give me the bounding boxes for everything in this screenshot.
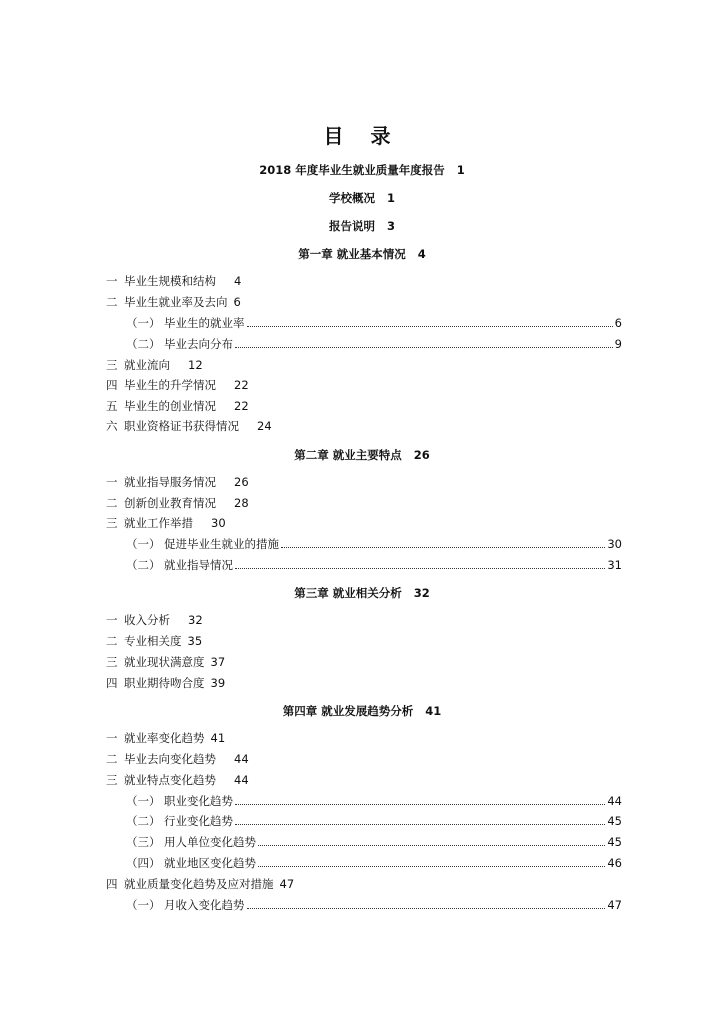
chapter-page: 26 (413, 448, 430, 462)
entry-marker: 一 (106, 731, 118, 745)
entry-title: 毕业去向变化趋势 (124, 752, 216, 766)
entry-title: 专业相关度 (124, 634, 182, 648)
entry-marker: （三） (126, 835, 161, 849)
toc-entry[interactable] (106, 377, 249, 393)
entry-page: 1 (456, 163, 465, 177)
entry-marker: 三 (106, 358, 118, 372)
toc-subentry[interactable] (126, 315, 622, 331)
entry-marker: 五 (106, 399, 118, 413)
toc-entry[interactable] (106, 357, 203, 373)
dot-leader (258, 866, 605, 867)
entry-title: 就业特点变化趋势 (124, 773, 216, 787)
chapter-title: 第三章 就业相关分析 (294, 586, 402, 600)
entry-page: 6 (614, 316, 622, 330)
entry-page: 45 (607, 814, 622, 828)
toc-subentry[interactable] (126, 793, 622, 809)
entry-page: 47 (607, 898, 622, 912)
entry-title: 2018 年度毕业生就业质量年度报告 (259, 163, 445, 177)
dot-leader (247, 908, 606, 909)
entry-marker: 三 (106, 655, 118, 669)
entry-marker: 二 (106, 752, 118, 766)
chapter-title: 第二章 就业主要特点 (294, 448, 402, 462)
entry-page: 22 (234, 378, 249, 392)
entry-title: 就业指导情况 (164, 558, 233, 572)
entry-page: 26 (234, 475, 249, 489)
toc-entry[interactable] (106, 654, 225, 670)
entry-title: 就业质量变化趋势及应对措施 (124, 877, 274, 891)
entry-page: 47 (279, 877, 295, 891)
chapter-page: 4 (417, 247, 426, 261)
entry-page: 31 (607, 558, 622, 572)
entry-title: 职业期待吻合度 (124, 676, 205, 690)
entry-page: 45 (607, 835, 622, 849)
toc-entry[interactable] (106, 515, 226, 531)
entry-page: 41 (210, 731, 226, 745)
chapter-3-heading[interactable] (0, 585, 724, 601)
dot-leader (235, 824, 605, 825)
chapter-1-heading[interactable] (0, 246, 724, 262)
toc-entry[interactable] (106, 294, 241, 310)
toc-subentry[interactable] (126, 557, 622, 573)
entry-title: 毕业生的升学情况 (124, 378, 216, 392)
toc-entry[interactable] (106, 633, 202, 649)
entry-title: 毕业生的就业率 (164, 316, 245, 330)
entry-title: 促进毕业生就业的措施 (164, 537, 279, 551)
entry-marker: 四 (106, 676, 118, 690)
entry-marker: 六 (106, 419, 118, 433)
entry-marker: （二） (126, 814, 161, 828)
entry-page: 24 (257, 419, 272, 433)
entry-marker: （二） (126, 337, 161, 351)
entry-page: 4 (234, 274, 242, 288)
entry-page: 6 (233, 295, 241, 309)
toc-title: 目 录 (323, 124, 401, 148)
entry-page: 28 (234, 496, 249, 510)
entry-page: 12 (188, 358, 203, 372)
toc-entry[interactable] (106, 730, 225, 746)
entry-title: 就业指导服务情况 (124, 475, 216, 489)
chapter-4-heading[interactable] (0, 703, 724, 719)
entry-page: 9 (614, 337, 622, 351)
entry-marker: （四） (126, 856, 161, 870)
toc-entry[interactable] (106, 418, 272, 434)
entry-marker: 三 (106, 516, 118, 530)
entry-title: 职业变化趋势 (164, 794, 233, 808)
chapter-2-heading[interactable] (0, 447, 724, 463)
entry-marker: （一） (126, 898, 161, 912)
entry-page: 22 (234, 399, 249, 413)
toc-entry[interactable] (106, 273, 241, 289)
toc-entry[interactable] (106, 876, 294, 892)
entry-page: 46 (607, 856, 622, 870)
entry-marker: 二 (106, 496, 118, 510)
entry-marker: 四 (106, 877, 118, 891)
toc-subentry[interactable] (126, 897, 622, 913)
entry-marker: 三 (106, 773, 118, 787)
entry-title: 就业地区变化趋势 (164, 856, 256, 870)
entry-title: 用人单位变化趋势 (164, 835, 256, 849)
dot-leader (281, 547, 605, 548)
entry-title: 创新创业教育情况 (124, 496, 216, 510)
dot-leader (235, 347, 613, 348)
entry-page: 35 (187, 634, 203, 648)
chapter-page: 32 (413, 586, 430, 600)
entry-marker: （二） (126, 558, 161, 572)
entry-marker: 一 (106, 613, 118, 627)
toc-entry[interactable] (106, 398, 249, 414)
entry-page: 30 (211, 516, 226, 530)
toc-subentry[interactable] (126, 834, 622, 850)
entry-page: 30 (607, 537, 622, 551)
entry-page: 39 (210, 676, 226, 690)
entry-title: 毕业生的创业情况 (124, 399, 216, 413)
entry-title: 就业工作举措 (124, 516, 193, 530)
toc-entry[interactable] (106, 675, 225, 691)
front-entry-school[interactable] (0, 190, 724, 206)
entry-marker: 四 (106, 378, 118, 392)
dot-leader (258, 845, 605, 846)
toc-subentry[interactable] (126, 336, 622, 352)
dot-leader (235, 804, 605, 805)
dot-leader (247, 326, 613, 327)
toc-subentry[interactable] (126, 813, 622, 829)
front-entry-report[interactable] (0, 162, 724, 178)
toc-entry[interactable] (106, 751, 249, 767)
entry-page: 1 (386, 191, 395, 205)
chapter-title: 第一章 就业基本情况 (298, 247, 406, 261)
front-entry-notes[interactable] (0, 218, 724, 234)
entry-marker: （一） (126, 316, 161, 330)
entry-title: 毕业生就业率及去向 (124, 295, 228, 309)
entry-title: 就业率变化趋势 (124, 731, 205, 745)
chapter-page: 41 (425, 704, 442, 718)
entry-page: 32 (188, 613, 203, 627)
entry-title: 毕业去向分布 (164, 337, 233, 351)
entry-page: 3 (386, 219, 395, 233)
chapter-title: 第四章 就业发展趋势分析 (282, 704, 414, 718)
entry-title: 毕业生规模和结构 (124, 274, 216, 288)
entry-title: 收入分析 (124, 613, 170, 627)
toc-entry[interactable] (106, 612, 203, 628)
toc-entry[interactable] (106, 474, 249, 490)
toc-subentry[interactable] (126, 536, 622, 552)
entry-title: 职业资格证书获得情况 (124, 419, 239, 433)
entry-marker: （一） (126, 794, 161, 808)
entry-marker: 一 (106, 475, 118, 489)
entry-title: 月收入变化趋势 (164, 898, 245, 912)
entry-marker: 一 (106, 274, 118, 288)
entry-title: 就业现状满意度 (124, 655, 205, 669)
entry-page: 44 (234, 752, 249, 766)
toc-subentry[interactable] (126, 855, 622, 871)
entry-page: 44 (234, 773, 249, 787)
entry-marker: （一） (126, 537, 161, 551)
entry-title: 就业流向 (124, 358, 170, 372)
entry-title: 行业变化趋势 (164, 814, 233, 828)
toc-entry[interactable] (106, 495, 249, 511)
entry-page: 37 (210, 655, 226, 669)
dot-leader (235, 568, 605, 569)
toc-entry[interactable] (106, 772, 249, 788)
entry-marker: 二 (106, 295, 118, 309)
entry-page: 44 (607, 794, 622, 808)
entry-title: 学校概况 (328, 191, 375, 205)
entry-marker: 二 (106, 634, 118, 648)
entry-title: 报告说明 (328, 219, 375, 233)
